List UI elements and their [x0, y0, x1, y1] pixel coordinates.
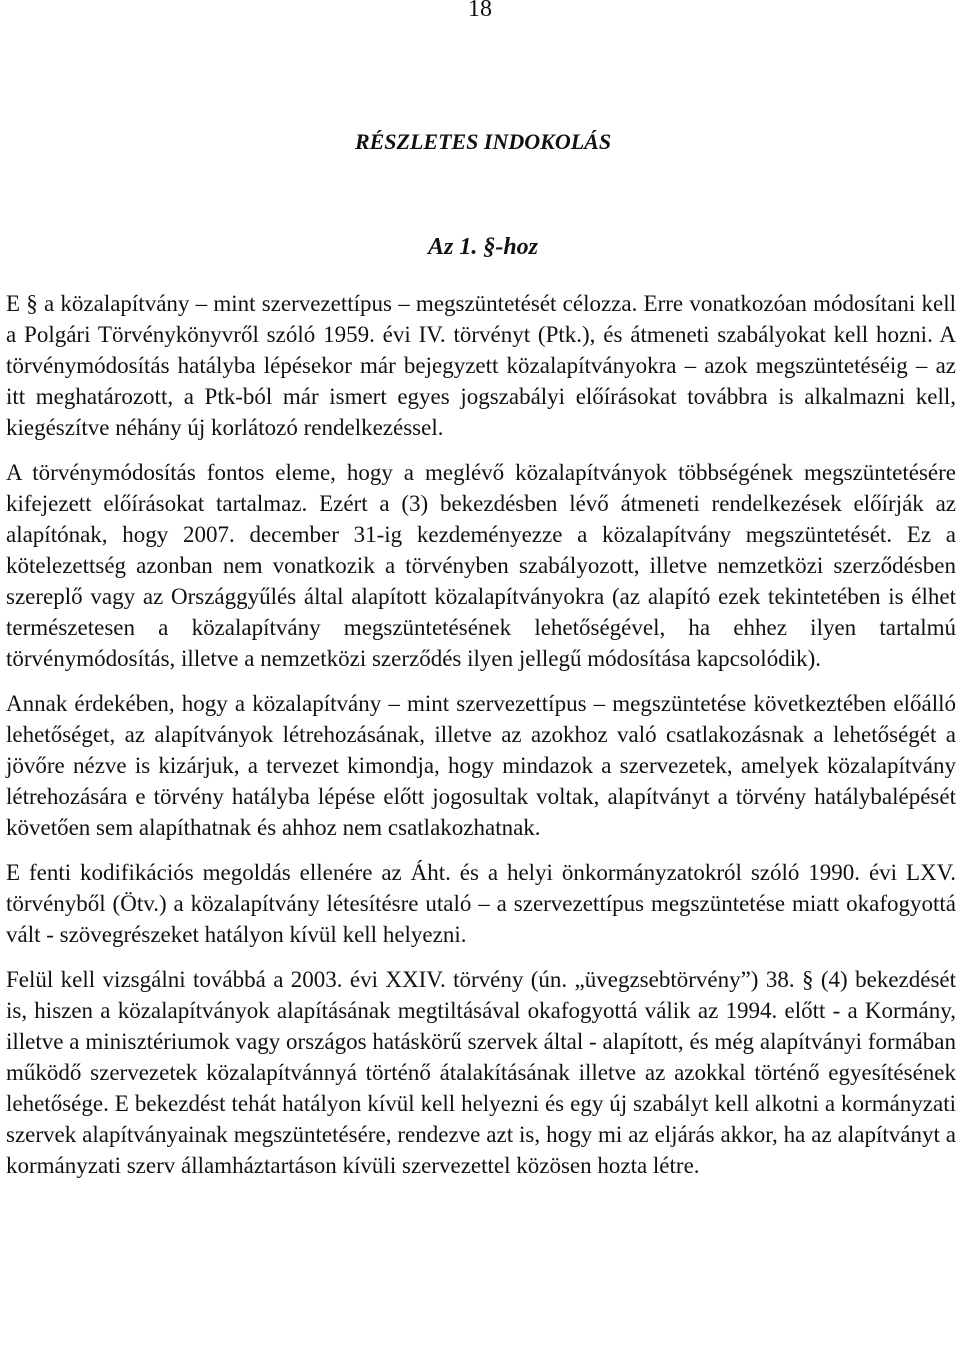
- paragraph: Felül kell vizsgálni továbbá a 2003. évi XXIV. törvény (ún. „üvegzsebtörvény”) 38. § (4) bekezdését is, hiszen a közalapítványok alapításának megtiltásával okafogyottá válik az 1994. előtt - a Kormány, illetve a minisztériumok vagy országos hatáskörű szervek által - alapított, és még alapítványi formában működő szervezetek közalapítvánnyá történő átalakításának illetve az azokkal történő egyesítésének lehetősége. E bekezdést tehát hatályon kívül kell helyezni és egy új szabályt kell alkotni a kormányzati szervek alapítványainak megszüntetésére, rendezve azt is, hogy mi az eljárás akkor, ha az alapítványt a kormányzati szerv államháztartáson kívüli szervezettel közösen hozta létre.: [6, 967, 956, 1178]
- section-heading: Az 1. §-hoz: [427, 234, 539, 260]
- body-text: [6, 288, 956, 1181]
- paragraph: E fenti kodifikációs megoldás ellenére az Áht. és a helyi önkormányzatokról szóló 1990. évi LXV. törvényből (Ötv.) a közalapítvány létesítésre utaló – a szervezettípus megszüntetése miatt okafogyottá vált - szövegrészeket hatályon kívül kell helyezni.: [6, 860, 956, 947]
- paragraph: Annak érdekében, hogy a közalapítvány – mint szervezettípus – megszüntetése következtében előálló lehetőséget, az alapítványok létrehozásának, illetve az azokhoz való csatlakozásnak a lehetőségét a jövőre nézve is kizárjuk, a tervezet kimondja, hogy mindazok a szervezetek, amelyek közalapítvány létrehozására e törvény hatályba lépése előtt jogosultak voltak, alapítványt a törvény hatálybalépését követően sem alapíthatnak és ahhoz nem csatlakozhatnak.: [6, 691, 956, 840]
- document-title: RÉSZLETES INDOKOLÁS: [354, 129, 612, 154]
- paragraph: E § a közalapítvány – mint szervezettípus – megszüntetését célozza. Erre vonatkozóan módosítani kell a Polgári Törvénykönyvről szóló 1959. évi IV. törvényt (Ptk.), és átmeneti szabályokat kell hozni. A törvénymódosítás hatályba lépésekor már bejegyzett közalapítványokra – azok megszüntetéséig – az itt meghatározott, a Ptk-ból már ismert egyes jogszabályi előírásokat továbbra is alkalmazni kell, kiegészítve néhány új korlátozó rendelkezéssel.: [6, 291, 956, 440]
- page-number: 18: [468, 0, 492, 22]
- paragraph: A törvénymódosítás fontos eleme, hogy a meglévő közalapítványok többségének megszüntetésére kifejezett előírásokat tartalmaz. Ezért a (3) bekezdésben lévő átmeneti rendelkezések előírják az alapítónak, hogy 2007. december 31-ig kezdeményezze a közalapítvány megszüntetését. Ez a kötelezettség azonban nem vonatkozik a törvényben szabályozott, illetve nemzetközi szerződésben szereplő vagy az Országgyűlés által alapított közalapítványokra (az alapító ezek tekintetében is élhet természetesen a közalapítvány megszüntetésének lehetőségével, ha ehhez ilyen tartalmú törvénymódosítás, illetve a nemzetközi szerződés ilyen jellegű módosítása kapcsolódik).: [6, 460, 956, 671]
